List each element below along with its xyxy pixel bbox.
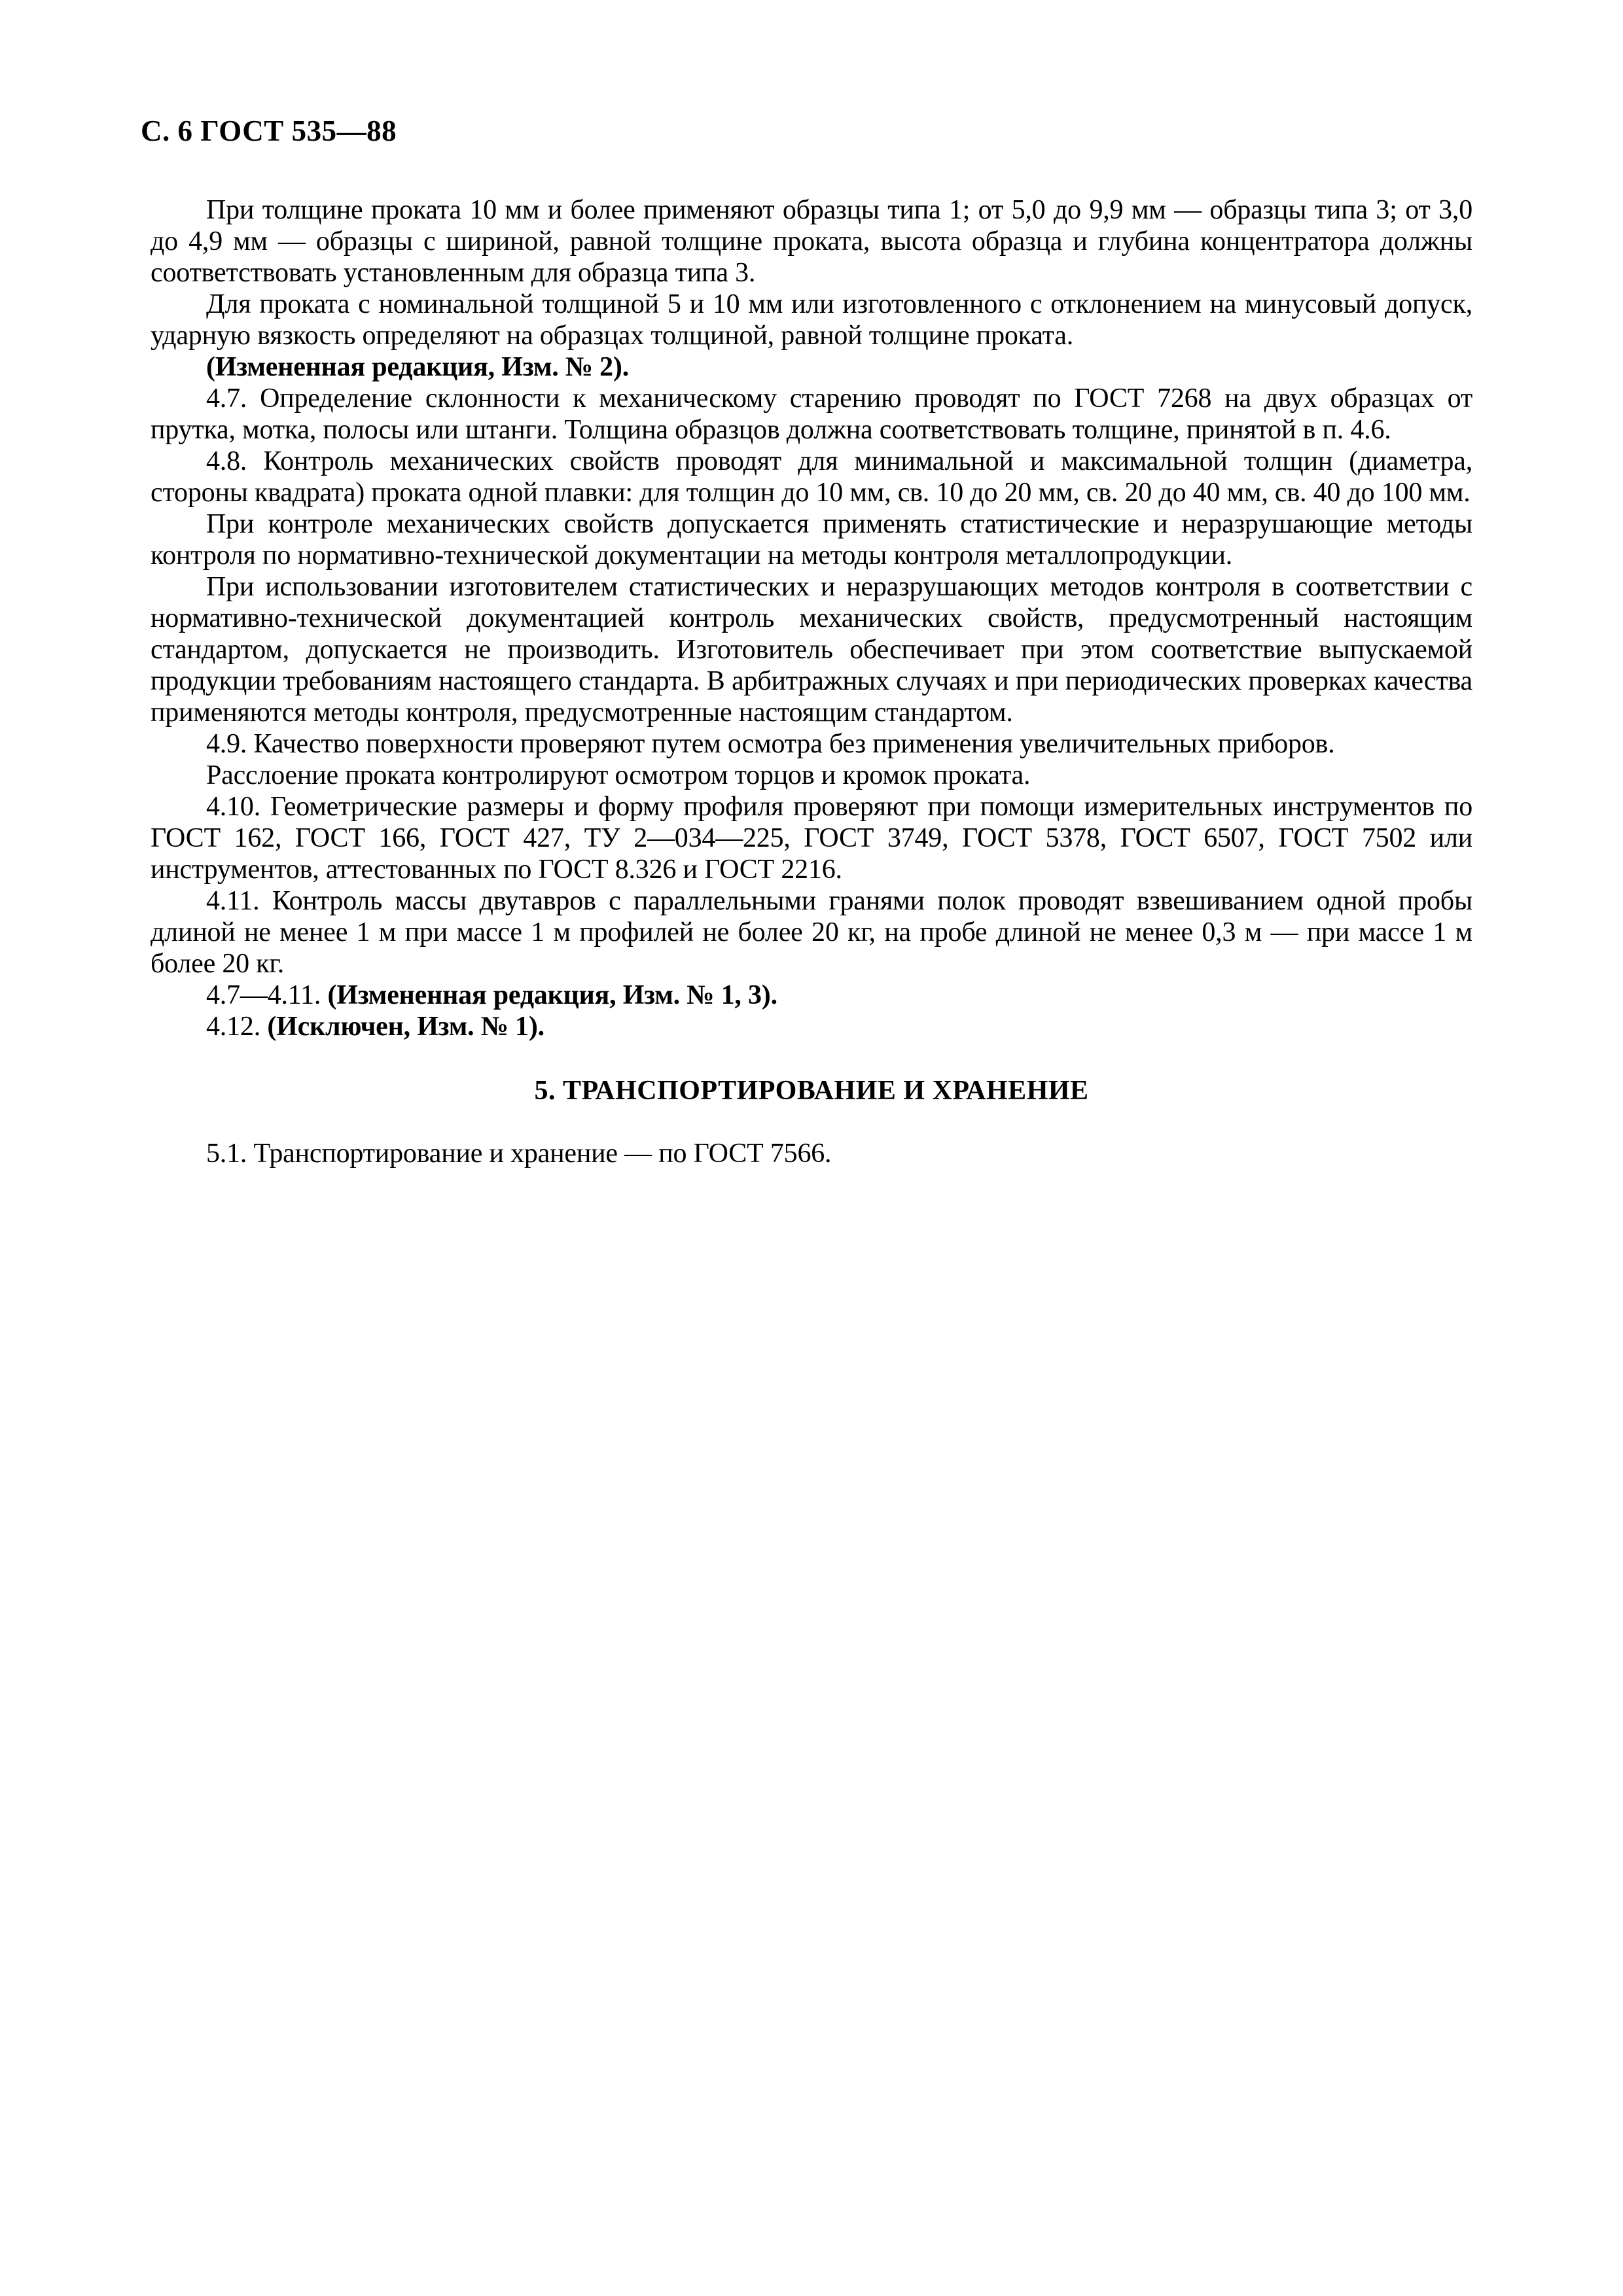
paragraph: Расслоение проката контролируют осмотром торцов и кромок проката.: [206, 760, 1031, 790]
paragraph: 4.11. Контроль массы двутавров с параллельными гранями полок проводят взвешиванием одной пробы длиной не менее 1 м при массе 1 м профилей не более 20 кг, на пробе длиной не менее 0,3 м — при массе 1 м более 20 кг.: [151, 886, 1472, 979]
paragraph-amendment-note: [151, 1011, 1472, 1042]
closing-paragraph: 5.1. Транспортирование и хранение — по ГОСТ 7566.: [206, 1139, 832, 1169]
paragraph: 4.9. Качество поверхности проверяют путем осмотра без применения увеличительных приборов.: [206, 729, 1335, 759]
amendment-note: (Исключен, Изм. № 1).: [267, 1012, 544, 1042]
section-heading: 5. ТРАНСПОРТИРОВАНИЕ И ХРАНЕНИЕ: [534, 1076, 1089, 1106]
paragraph: При контроле механических свойств допускается применять статистические и неразрушающие методы контроля по нормативно-технической документации на методы контроля металлопродукции.: [151, 509, 1472, 571]
document-body: [151, 194, 1472, 1169]
paragraph: Для проката с номинальной толщиной 5 и 10 мм или изготовленного с отклонением на минусовый допуск, ударную вязкость определяют на образцах толщиной, равной толщине проката.: [151, 289, 1472, 351]
paragraph: 4.7. Определение склонности к механическому старению проводят по ГОСТ 7268 на двух образцах от прутка, мотка, полосы или штанги. Толщина образцов должна соответствовать толщине, принятой в п. 4.6.: [151, 383, 1472, 445]
amendment-note: (Измененная редакция, Изм. № 1, 3).: [327, 980, 777, 1010]
page-header: С. 6 ГОСТ 535—88: [141, 115, 397, 147]
clause-range: 4.12.: [206, 1012, 268, 1042]
paragraph-amendment-note: [151, 980, 1472, 1011]
paragraph-amendment-note: (Измененная редакция, Изм. № 2).: [206, 352, 630, 382]
clause-range: 4.7—4.11.: [206, 980, 328, 1010]
paragraph: 4.8. Контроль механических свойств проводят для минимальной и максимальной толщин (диаметра, стороны квадрата) проката одной плавки: для толщин до 10 мм, св. 10 до 20 мм, св. 20 до 40 мм, св. 40 до 100 мм.: [151, 446, 1472, 508]
paragraph: 4.10. Геометрические размеры и форму профиля проверяют при помощи измерительных инструментов по ГОСТ 162, ГОСТ 166, ГОСТ 427, ТУ 2—034—225, ГОСТ 3749, ГОСТ 5378, ГОСТ 6507, ГОСТ 7502 или инструментов, аттестованных по ГОСТ 8.326 и ГОСТ 2216.: [151, 792, 1472, 885]
paragraph: При использовании изготовителем статистических и неразрушающих методов контроля в соответствии с нормативно-технической документацией контроль механических свойств, предусмотренный настоящим стандартом, допускается не производить. Изготовитель обеспечивает при этом соответствие выпускаемой продукции требованиям настоящего стандарта. В арбитражных случаях и при периодических проверках качества применяются методы контроля, предусмотренные настоящим стандартом.: [151, 572, 1472, 728]
paragraph: При толщине проката 10 мм и более применяют образцы типа 1; от 5,0 до 9,9 мм — образцы типа 3; от 3,0 до 4,9 мм — образцы с шириной, равной толщине проката, высота образца и глубина концентратора должны соответствовать установленным для образца типа 3.: [151, 195, 1472, 288]
